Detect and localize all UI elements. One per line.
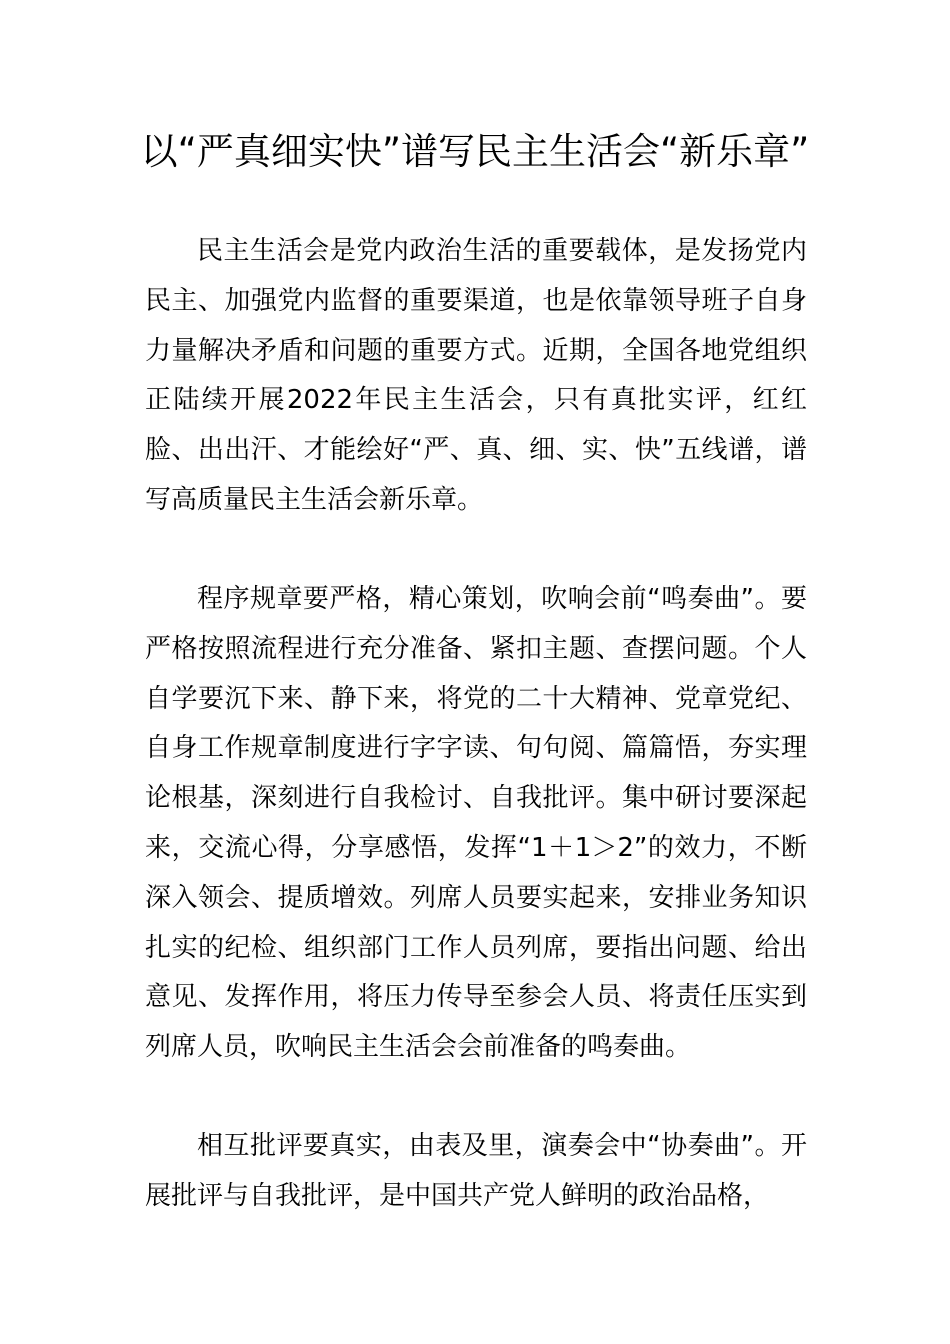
paragraph-intro: 民主生活会是党内政治生活的重要载体，是发扬党内民主、加强党内监督的重要渠道，也是依靠领导班子自身力量解决矛盾和问题的重要方式。近期，全国各地党组织正陆续开展2022年民主生活会，只有真批实评，红红脸、出出汗、才能绘好“严、真、细、实、快”五线谱，谱写高质量民主生活会新乐章。 — [145, 236, 807, 515]
paragraph-procedure: 程序规章要严格，精心策划，吹响会前“鸣奏曲”。要严格按照流程进行充分准备、紧扣主题、查摆问题。个人自学要沉下来、静下来，将党的二十大精神、党章党纪、自身工作规章制度进行字字读、句句阅、篇篇悟，夯实理论根基，深刻进行自我检讨、自我批评。集中研讨要深起来，交流心得，分享感悟，发挥“1＋1＞2”的效力，不断深入领会、提质增效。列席人员要实起来，安排业务知识扎实的纪检、组织部门工作人员列席，要指出问题、给出意见、发挥作用，将压力传导至参会人员、将责任压实到列席人员，吹响民主生活会会前准备的鸣奏曲。 — [145, 584, 807, 1063]
document-title: 以“严真细实快”谱写民主生活会“新乐章” — [140, 130, 810, 173]
paragraph-criticism: 相互批评要真实，由表及里，演奏会中“协奏曲”。开展批评与自我批评，是中国共产党人鲜明的政治品格， — [145, 1131, 807, 1211]
